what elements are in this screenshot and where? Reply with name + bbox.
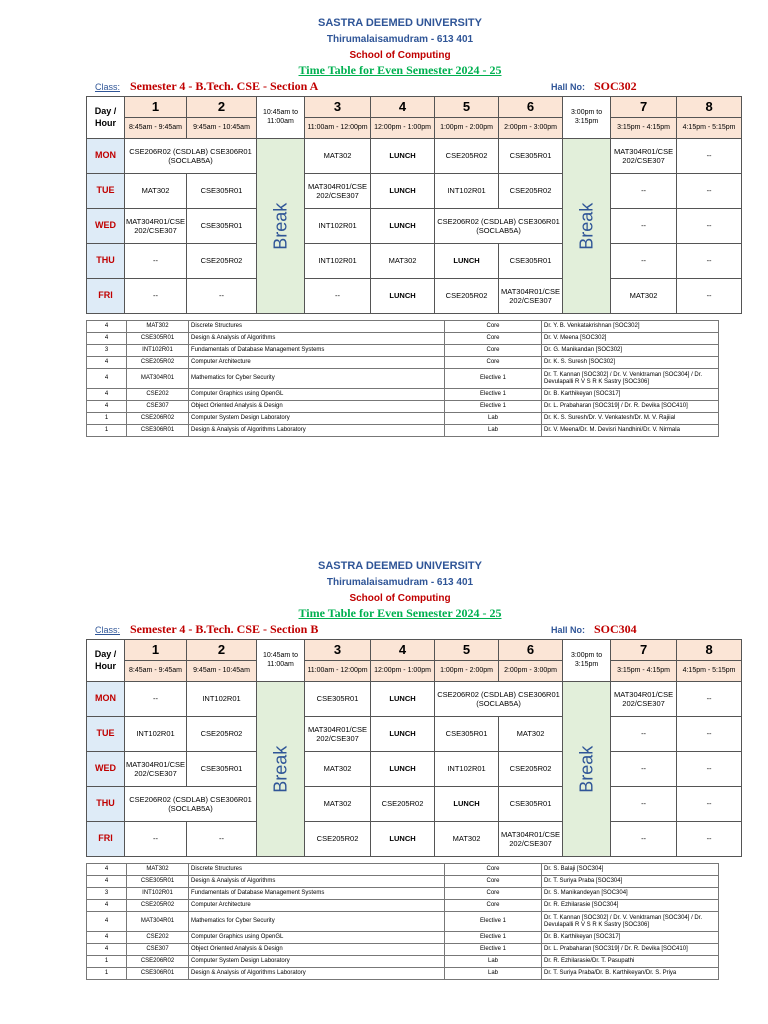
slot-cell: CSE205R02 [187,717,257,752]
slot-cell: -- [677,174,742,209]
course-name: Discrete Structures [189,321,445,333]
course-faculty: Dr. T. Suriya Praba [SOC304] [542,876,719,888]
course-code: CSE206R02 [127,956,189,968]
day-hour-header: Day / Hour [87,97,125,139]
period-1-number: 1 [125,640,187,661]
slot-cell: CSE305R01 [187,174,257,209]
course-credits: 1 [87,413,127,425]
course-row [87,864,719,876]
slot-cell: CSE305R01 [499,244,563,279]
hall-label: Hall No: [551,625,586,635]
timetable-grid [86,639,742,857]
period-7-number: 7 [611,97,677,118]
period-7-time: 3:15pm - 4:15pm [611,661,677,682]
course-faculty: Dr. K. S. Suresh [SOC302] [542,357,719,369]
course-faculty: Dr. T. Kannan [SOC302] / Dr. V. Venktraman [SOC304] / Dr. Devulapalli R V S R K Sastry [SOC306] [542,912,719,932]
course-name: Design & Analysis of Algorithms [189,876,445,888]
slot-cell: LUNCH [371,682,435,717]
break-1-time: 10:45am to 11:00am [257,97,305,139]
period-2-number: 2 [187,640,257,661]
day-row-mon [87,139,742,174]
course-code: CSE306R01 [127,968,189,980]
slot-cell: LUNCH [435,787,499,822]
slot-cell: MAT304R01/CSE 202/CSE307 [305,717,371,752]
course-credits: 4 [87,932,127,944]
course-credits: 4 [87,321,127,333]
course-code: CSE205R02 [127,900,189,912]
period-3-time: 11:00am - 12:00pm [305,118,371,139]
timetable-grid [86,96,742,314]
slot-cell: -- [611,822,677,857]
course-code: MAT302 [127,864,189,876]
period-5-time: 1:00pm - 2:00pm [435,118,499,139]
course-rows [87,321,719,437]
slot-cell: INT102R01 [187,682,257,717]
course-credits: 4 [87,944,127,956]
course-code: CSE202 [127,389,189,401]
slot-cell: MAT302 [499,717,563,752]
slot-cell: CSE206R02 (CSDLAB) CSE306R01 (SOCLAB5A) [125,139,257,174]
break-1-column [257,139,305,314]
course-type: Core [445,333,542,345]
course-name: Computer Graphics using OpenGL [189,932,445,944]
period-8-number: 8 [677,640,742,661]
course-code: MAT304R01 [127,369,189,389]
course-row [87,389,719,401]
period-2-number: 2 [187,97,257,118]
day-row-tue [87,717,742,752]
break-label: Break [270,745,291,793]
slot-cell: MAT302 [371,244,435,279]
course-faculty: Dr. T. Suriya Praba/Dr. B. Karthikeyan/Dr. S. Priya [542,968,719,980]
course-credits: 1 [87,425,127,437]
slot-cell: CSE206R02 (CSDLAB) CSE306R01 (SOCLAB5A) [435,209,563,244]
slot-cell: CSE205R02 [371,787,435,822]
period-1-time: 8:45am - 9:45am [125,661,187,682]
period-2-time: 9:45am - 10:45am [187,118,257,139]
slot-cell: CSE205R02 [187,244,257,279]
course-credits: 4 [87,369,127,389]
slot-cell: MAT304R01/CSE 202/CSE307 [125,752,187,787]
slot-cell: CSE305R01 [499,139,563,174]
course-code: CSE305R01 [127,876,189,888]
course-name: Computer Architecture [189,357,445,369]
class-name: Semester 4 - B.Tech. CSE - Section A [130,79,319,93]
course-faculty: Dr. L. Prabaharan [SOC319] / Dr. R. Devika [SOC410] [542,944,719,956]
slot-cell: -- [677,717,742,752]
course-credits: 1 [87,968,127,980]
period-6-number: 6 [499,97,563,118]
slot-cell: MAT304R01/CSE 202/CSE307 [499,822,563,857]
course-faculty: Dr. R. Ezhilarasie [SOC304] [542,900,719,912]
break-label: Break [576,745,597,793]
slot-cell: MAT304R01/CSE 202/CSE307 [305,174,371,209]
course-row [87,321,719,333]
slot-cell: CSE205R02 [435,139,499,174]
course-faculty: Dr. V. Meena [SOC302] [542,333,719,345]
course-row [87,944,719,956]
course-row [87,876,719,888]
course-type: Elective 1 [445,389,542,401]
course-row [87,932,719,944]
course-faculty: Dr. V. Meena/Dr. M. Devisri Nandhini/Dr. V. Nirmala [542,425,719,437]
course-name: Design & Analysis of Algorithms Laboratory [189,968,445,980]
hall-number: SOC304 [594,622,637,636]
course-type: Core [445,357,542,369]
slot-cell: -- [677,279,742,314]
day-label: TUE [87,174,125,209]
day-row-fri [87,822,742,857]
day-row-thu [87,244,742,279]
slot-cell: CSE305R01 [435,717,499,752]
course-code: CSE202 [127,932,189,944]
slot-cell: -- [125,822,187,857]
slot-cell: INT102R01 [305,209,371,244]
course-code: CSE306R01 [127,425,189,437]
slot-cell: LUNCH [371,209,435,244]
slot-cell: -- [611,174,677,209]
slot-cell: -- [611,209,677,244]
break-label: Break [270,202,291,250]
slot-cell: MAT302 [305,139,371,174]
period-1-time: 8:45am - 9:45am [125,118,187,139]
course-row [87,900,719,912]
course-name: Computer System Design Laboratory [189,956,445,968]
course-type: Core [445,900,542,912]
university-name: SASTRA DEEMED UNIVERSITY [317,17,482,29]
slot-cell: LUNCH [371,279,435,314]
course-faculty: Dr. R. Ezhilarasie/Dr. T. Pasupathi [542,956,719,968]
slot-cell: -- [677,787,742,822]
course-credits: 4 [87,389,127,401]
slot-cell: MAT302 [611,279,677,314]
slot-cell: MAT302 [305,752,371,787]
break-2-column [563,682,611,857]
course-code: CSE206R02 [127,413,189,425]
slot-cell: -- [611,752,677,787]
course-type: Elective 1 [445,401,542,413]
period-3-time: 11:00am - 12:00pm [305,661,371,682]
day-row-wed [87,752,742,787]
slot-cell: LUNCH [371,174,435,209]
slot-cell: -- [677,752,742,787]
slot-cell: CSE205R02 [499,174,563,209]
day-row-wed [87,209,742,244]
break-2-column [563,139,611,314]
slot-cell: CSE205R02 [305,822,371,857]
timetable-title: Time Table for Even Semester 2024 - 25 [298,63,502,77]
slot-cell: CSE205R02 [499,752,563,787]
course-row [87,369,719,389]
period-5-time: 1:00pm - 2:00pm [435,661,499,682]
slot-cell: -- [677,682,742,717]
course-type: Core [445,345,542,357]
class-label: Class: [95,625,121,635]
break-2-time: 3:00pm to 3:15pm [563,97,611,139]
course-type: Elective 1 [445,912,542,932]
university-location: Thirumalaisamudram - 613 401 [326,34,474,45]
course-row [87,425,719,437]
slot-cell: -- [677,139,742,174]
course-name: Computer Architecture [189,900,445,912]
school-name: School of Computing [349,50,451,61]
course-credits: 3 [87,345,127,357]
course-type: Core [445,321,542,333]
slot-cell: INT102R01 [305,244,371,279]
slot-cell: LUNCH [371,822,435,857]
slot-cell: CSE205R02 [435,279,499,314]
course-row [87,912,719,932]
slot-cell: MAT302 [305,787,371,822]
course-credits: 4 [87,864,127,876]
course-name: Mathematics for Cyber Security [189,369,445,389]
slot-cell: CSE305R01 [499,787,563,822]
course-name: Object Oriented Analysis & Design [189,944,445,956]
course-row [87,888,719,900]
course-name: Fundamentals of Database Management Systems [189,888,445,900]
slot-cell: INT102R01 [125,717,187,752]
course-name: Discrete Structures [189,864,445,876]
slot-cell: -- [611,717,677,752]
period-5-number: 5 [435,640,499,661]
slot-cell: -- [305,279,371,314]
slot-cell: INT102R01 [435,752,499,787]
slot-cell: LUNCH [371,752,435,787]
slot-cell: MAT304R01/CSE 202/CSE307 [499,279,563,314]
slot-cell: -- [125,279,187,314]
course-code: MAT304R01 [127,912,189,932]
course-row [87,333,719,345]
class-label: Class: [95,82,121,92]
slot-cell: CSE305R01 [305,682,371,717]
class-name: Semester 4 - B.Tech. CSE - Section B [130,622,319,636]
period-3-number: 3 [305,97,371,118]
course-type: Core [445,876,542,888]
slot-cell: LUNCH [435,244,499,279]
break-1-column [257,682,305,857]
day-label: MON [87,139,125,174]
school-name: School of Computing [349,593,451,604]
day-label: FRI [87,279,125,314]
slot-cell: CSE206R02 (CSDLAB) CSE306R01 (SOCLAB5A) [125,787,257,822]
slot-cell: -- [611,244,677,279]
day-label: WED [87,209,125,244]
period-6-number: 6 [499,640,563,661]
course-type: Elective 1 [445,944,542,956]
course-name: Mathematics for Cyber Security [189,912,445,932]
course-code: INT102R01 [127,345,189,357]
hall-label: Hall No: [551,82,586,92]
slot-cell: CSE305R01 [187,209,257,244]
slot-cell: -- [677,822,742,857]
course-faculty: Dr. G. Manikandan [SOC302] [542,345,719,357]
course-faculty: Dr. T. Kannan [SOC302] / Dr. V. Venktraman [SOC304] / Dr. Devulapalli R V S R K Sastry [SOC306] [542,369,719,389]
slot-cell: MAT304R01/CSE 202/CSE307 [611,139,677,174]
period-3-number: 3 [305,640,371,661]
course-name: Fundamentals of Database Management Systems [189,345,445,357]
period-8-time: 4:15pm - 5:15pm [677,661,742,682]
course-credits: 4 [87,357,127,369]
period-4-time: 12:00pm - 1:00pm [371,661,435,682]
day-label: THU [87,244,125,279]
course-row [87,968,719,980]
break-label: Break [576,202,597,250]
course-rows [87,864,719,980]
period-7-time: 3:15pm - 4:15pm [611,118,677,139]
slot-cell: -- [677,209,742,244]
course-credits: 4 [87,401,127,413]
period-6-time: 2:00pm - 3:00pm [499,118,563,139]
slot-cell: MAT304R01/CSE 202/CSE307 [125,209,187,244]
course-type: Lab [445,956,542,968]
course-row [87,956,719,968]
course-credits: 4 [87,912,127,932]
break-2-time: 3:00pm to 3:15pm [563,640,611,682]
period-4-number: 4 [371,640,435,661]
day-label: MON [87,682,125,717]
course-row [87,357,719,369]
timetable-title: Time Table for Even Semester 2024 - 25 [298,606,502,620]
course-code: INT102R01 [127,888,189,900]
slot-cell: MAT302 [435,822,499,857]
course-faculty: Dr. Y. B. Venkatakrishnan [SOC302] [542,321,719,333]
slot-cell: -- [187,279,257,314]
day-hour-header: Day / Hour [87,640,125,682]
break-1-time: 10:45am to 11:00am [257,640,305,682]
course-faculty: Dr. K. S. Suresh/Dr. V. Venkatesh/Dr. M. V. Rajiial [542,413,719,425]
day-row-tue [87,174,742,209]
slot-cell: -- [125,244,187,279]
course-credits: 4 [87,876,127,888]
course-row [87,345,719,357]
slot-cell: CSE206R02 (CSDLAB) CSE306R01 (SOCLAB5A) [435,682,563,717]
slot-cell: -- [187,822,257,857]
course-faculty: Dr. B. Karthikeyan [SOC317] [542,389,719,401]
period-6-time: 2:00pm - 3:00pm [499,661,563,682]
course-type: Lab [445,968,542,980]
university-location: Thirumalaisamudram - 613 401 [326,577,474,588]
course-table [86,320,719,437]
course-credits: 4 [87,333,127,345]
slot-cell: -- [125,682,187,717]
course-code: CSE205R02 [127,357,189,369]
course-name: Design & Analysis of Algorithms [189,333,445,345]
course-name: Object Oriented Analysis & Design [189,401,445,413]
course-credits: 3 [87,888,127,900]
period-8-number: 8 [677,97,742,118]
period-7-number: 7 [611,640,677,661]
slot-cell: LUNCH [371,139,435,174]
course-credits: 1 [87,956,127,968]
course-code: CSE305R01 [127,333,189,345]
period-2-time: 9:45am - 10:45am [187,661,257,682]
course-type: Core [445,864,542,876]
period-1-number: 1 [125,97,187,118]
hall-number: SOC302 [594,79,637,93]
period-4-time: 12:00pm - 1:00pm [371,118,435,139]
day-row-fri [87,279,742,314]
slot-cell: CSE305R01 [187,752,257,787]
slot-cell: MAT302 [125,174,187,209]
course-credits: 4 [87,900,127,912]
course-type: Lab [445,425,542,437]
day-label: WED [87,752,125,787]
course-type: Core [445,888,542,900]
course-faculty: Dr. S. Manikandeyan [SOC304] [542,888,719,900]
day-label: THU [87,787,125,822]
period-4-number: 4 [371,97,435,118]
course-name: Computer Graphics using OpenGL [189,389,445,401]
course-row [87,413,719,425]
day-row-thu [87,787,742,822]
day-row-mon [87,682,742,717]
slot-cell: MAT304R01/CSE 202/CSE307 [611,682,677,717]
course-table [86,863,719,980]
period-5-number: 5 [435,97,499,118]
slot-cell: -- [677,244,742,279]
course-faculty: Dr. S. Balaji [SOC304] [542,864,719,876]
slot-cell: LUNCH [371,717,435,752]
course-code: MAT302 [127,321,189,333]
course-type: Elective 1 [445,932,542,944]
course-faculty: Dr. L. Prabaharan [SOC319] / Dr. R. Devika [SOC410] [542,401,719,413]
slot-cell: INT102R01 [435,174,499,209]
course-faculty: Dr. B. Karthikeyan [SOC317] [542,932,719,944]
day-label: TUE [87,717,125,752]
course-name: Computer System Design Laboratory [189,413,445,425]
day-label: FRI [87,822,125,857]
course-name: Design & Analysis of Algorithms Laboratory [189,425,445,437]
period-8-time: 4:15pm - 5:15pm [677,118,742,139]
course-code: CSE307 [127,944,189,956]
slot-cell: -- [611,787,677,822]
course-type: Lab [445,413,542,425]
university-name: SASTRA DEEMED UNIVERSITY [317,560,482,572]
course-row [87,401,719,413]
course-type: Elective 1 [445,369,542,389]
course-code: CSE307 [127,401,189,413]
